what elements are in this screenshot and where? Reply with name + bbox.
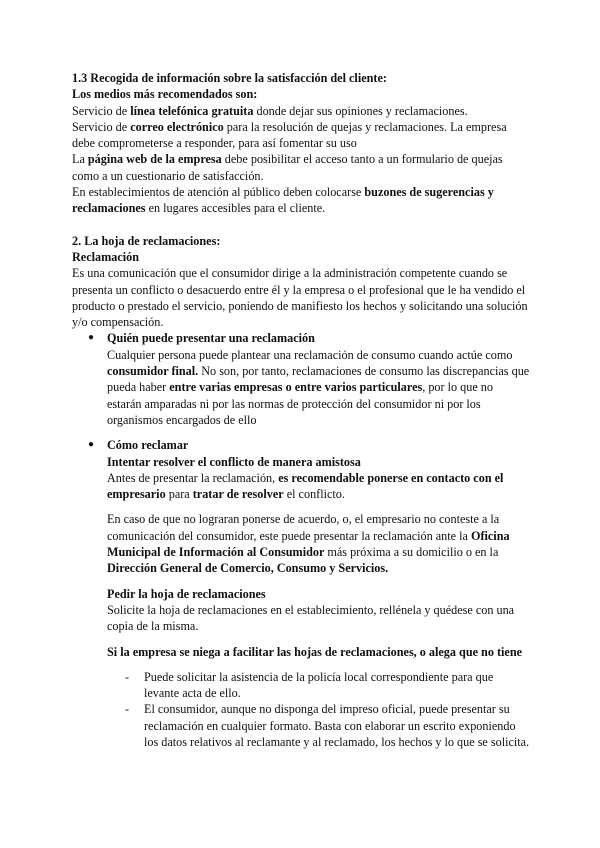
- spacer: [107, 660, 530, 669]
- bold-run: es recomendable ponerse en contacto con el empresario: [107, 470, 504, 502]
- text-run: debe posibilitar el acceso tanto a un formulario de quejas como a un cuestionario de satisfacción.: [72, 152, 503, 183]
- paragraph-pedir-hoja: Solicite la hoja de reclamaciones en el establecimiento, rellénela y quédese con una copia de la misma.: [107, 602, 515, 634]
- text-run: , por lo que no estarán amparadas ni por las normas de protección del consumidor ni por los organismos encargados de ello: [107, 380, 493, 427]
- section-1-subtitle: Los medios más recomendados son:: [72, 87, 258, 102]
- bold-run: tratar de resolver: [192, 487, 284, 502]
- bold-run: entre varias empresas o entre varios particulares: [169, 380, 423, 395]
- reclamacion-definition: Es una comunicación que el consumidor dirige a la administración competente cuando se presenta un conflicto o desacuerdo entre él y la empresa o el profesional que le ha vendido el producto o prestado el servicio, poniendo de manifiesto los hechos y solicitando una solución y/o compensación.: [72, 266, 528, 330]
- paragraph-amistosa: [107, 470, 530, 503]
- spacer: [107, 577, 530, 586]
- dash-marker-icon: -: [125, 702, 130, 717]
- medio-correo: [72, 119, 530, 152]
- bullet-dot-icon: ●: [88, 439, 95, 451]
- subheading-empresa-se-niega: Si la empresa se niega a facilitar las hojas de reclamaciones, o alega que no tiene: [107, 644, 523, 659]
- text-run: en lugares accesibles para el cliente.: [145, 201, 326, 216]
- dash-item-text: Puede solicitar la asistencia de la policía local correspondiente para que levante acta de ello.: [144, 669, 494, 701]
- bullet-quien-puede: [72, 330, 530, 428]
- text-run: para la resolución de quejas y reclamaciones. La empresa debe comprometerse a responder, para así fomentar su uso: [72, 119, 507, 151]
- dash-item: [72, 669, 530, 702]
- bold-run: línea telefónica gratuita: [130, 103, 254, 118]
- medio-web: [72, 151, 530, 184]
- bold-run: Dirección General de Comercio, Consumo y Servicios.: [107, 561, 389, 576]
- text-run: Servicio de: [72, 119, 131, 134]
- text-run: No son, por tanto, reclamaciones de consumo las discrepancias que pueda haber: [107, 364, 530, 395]
- bullet-como-reclamar: [72, 437, 530, 669]
- text-run: La: [72, 152, 88, 167]
- spacer: [72, 217, 530, 233]
- text-run: donde dejar sus opiniones y reclamaciones.: [253, 103, 468, 118]
- text-run: Servicio de: [72, 103, 131, 118]
- document-body: [72, 70, 530, 750]
- bold-run: correo electrónico: [130, 119, 224, 134]
- dash-item: [72, 701, 530, 750]
- text-run: el conflicto.: [283, 487, 345, 502]
- text-run: Antes de presentar la reclamación,: [107, 470, 279, 485]
- bold-run: página web de la empresa: [87, 152, 222, 167]
- text-run: más próxima a su domicilio o en la: [324, 545, 499, 560]
- medio-telefono: [72, 103, 530, 119]
- text-run: En caso de que no lograran ponerse de acuerdo, o, el empresario no conteste a la comunicación del consumidor, este puede presentar la reclamación ante la: [107, 512, 500, 543]
- bold-run: Oficina Municipal de Información al Consumidor: [107, 528, 510, 560]
- section-2-title: 2. La hoja de reclamaciones:: [72, 233, 221, 248]
- subheading-amistosa: Intentar resolver el conflicto de manera amistosa: [107, 454, 361, 469]
- section-1-title: 1.3 Recogida de información sobre la satisfacción del cliente:: [72, 71, 387, 85]
- bullet-paragraph: [107, 347, 530, 428]
- bullet-title: Quién puede presentar una reclamación: [107, 331, 315, 346]
- spacer: [107, 502, 530, 511]
- paragraph-oficina: [107, 511, 530, 576]
- medio-buzones: [72, 184, 530, 217]
- reclamacion-heading: Reclamación: [72, 249, 140, 264]
- bullet-dot-icon: ●: [88, 332, 95, 344]
- subheading-pedir-hoja: Pedir la hoja de reclamaciones: [107, 586, 266, 601]
- text-run: para: [165, 487, 193, 502]
- bold-run: buzones de sugerencias y reclamaciones: [72, 185, 494, 216]
- spacer: [72, 428, 530, 437]
- spacer: [107, 635, 530, 644]
- dash-item-text: El consumidor, aunque no disponga del impreso oficial, puede presentar su reclamación en cualquier formato. Basta con elaborar un escrito exponiendo los datos relativos al reclamante y al reclamado, los hechos y lo que se solicita.: [144, 702, 530, 749]
- text-run: En establecimientos de atención al público deben colocarse: [72, 185, 365, 200]
- text-run: Cualquier persona puede plantear una reclamación de consumo cuando actúe como: [107, 347, 513, 362]
- bold-run: consumidor final.: [107, 364, 199, 379]
- bullet-title: Cómo reclamar: [107, 438, 189, 453]
- dash-marker-icon: -: [125, 669, 130, 684]
